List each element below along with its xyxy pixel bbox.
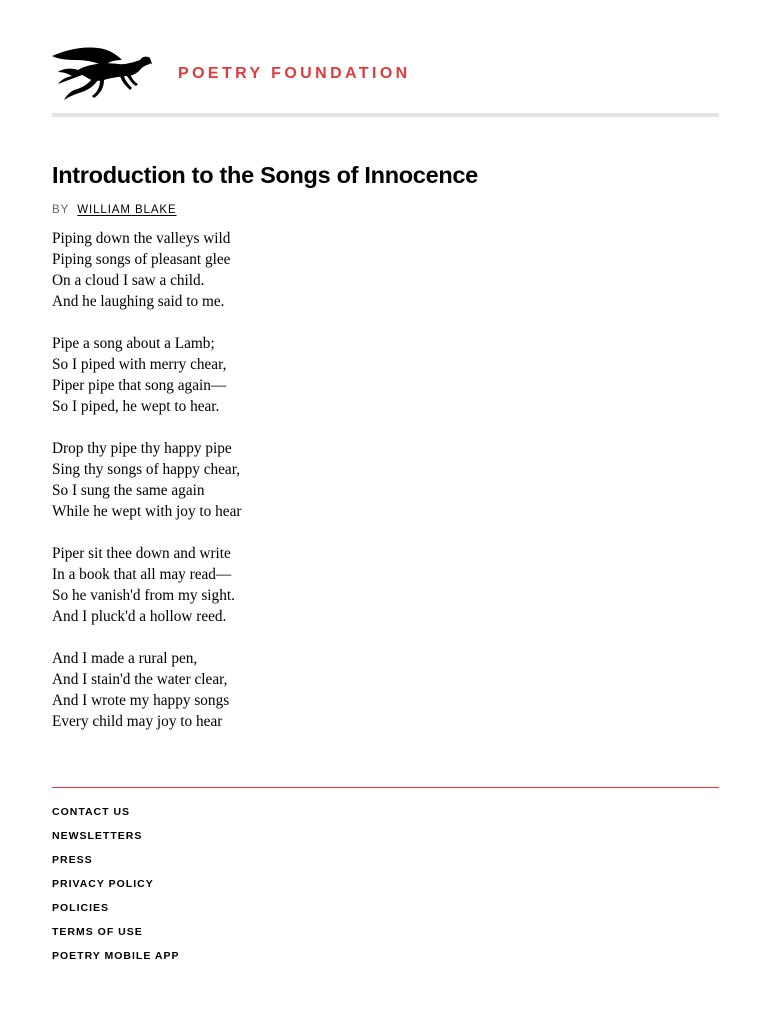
poem-line: So he vanish'd from my sight. bbox=[52, 587, 235, 604]
poem-title: Introduction to the Songs of Innocence bbox=[52, 162, 478, 188]
poem-line: On a cloud I saw a child. bbox=[52, 272, 205, 289]
stanza bbox=[52, 648, 241, 732]
footer-link-poetry-mobile-app[interactable]: POETRY MOBILE APP bbox=[52, 950, 180, 962]
footer-link-terms-of-use[interactable]: TERMS OF USE bbox=[52, 926, 143, 938]
stanza bbox=[52, 543, 241, 627]
poem-line: So I piped, he wept to hear. bbox=[52, 398, 220, 415]
poem-line: Piping songs of pleasant glee bbox=[52, 251, 231, 268]
poem-line: And I made a rural pen, bbox=[52, 650, 198, 667]
footer-divider bbox=[52, 787, 719, 788]
header-divider bbox=[52, 113, 719, 117]
poem-line: Sing thy songs of happy chear, bbox=[52, 461, 241, 478]
poem-line: So I piped with merry chear, bbox=[52, 356, 227, 373]
footer-link-newsletters[interactable]: NEWSLETTERS bbox=[52, 830, 143, 842]
author-link[interactable]: WILLIAM BLAKE bbox=[77, 204, 177, 216]
poem-line: Piper pipe that song again— bbox=[52, 377, 227, 394]
stanza bbox=[52, 438, 241, 522]
footer-link-contact-us[interactable]: CONTACT US bbox=[52, 806, 131, 818]
poem-line: Pipe a song about a Lamb; bbox=[52, 335, 215, 352]
footer-nav bbox=[52, 806, 179, 974]
pegasus-icon[interactable] bbox=[52, 44, 152, 102]
poem-line: Piping down the valleys wild bbox=[52, 230, 231, 247]
poem-line: And I pluck'd a hollow reed. bbox=[52, 608, 227, 625]
brand-name[interactable]: POETRY FOUNDATION bbox=[178, 65, 411, 82]
poem-body bbox=[52, 228, 241, 753]
footer-link-press[interactable]: PRESS bbox=[52, 854, 93, 866]
site-header bbox=[52, 44, 719, 104]
stanza bbox=[52, 228, 241, 312]
footer-link-policies[interactable]: POLICIES bbox=[52, 902, 110, 914]
poem-line: In a book that all may read— bbox=[52, 566, 232, 583]
poem-line: And he laughing said to me. bbox=[52, 293, 225, 310]
stanza bbox=[52, 333, 241, 417]
by-label: BY bbox=[52, 204, 70, 216]
footer-link-privacy-policy[interactable]: PRIVACY POLICY bbox=[52, 878, 154, 890]
poem-line: Piper sit thee down and write bbox=[52, 545, 231, 562]
poem-line: While he wept with joy to hear bbox=[52, 503, 242, 520]
poem-line: And I stain'd the water clear, bbox=[52, 671, 228, 688]
poem-line: Drop thy pipe thy happy pipe bbox=[52, 440, 232, 457]
poem-line: And I wrote my happy songs bbox=[52, 692, 230, 709]
byline bbox=[52, 204, 177, 216]
poem-line: Every child may joy to hear bbox=[52, 713, 223, 730]
poem-line: So I sung the same again bbox=[52, 482, 205, 499]
